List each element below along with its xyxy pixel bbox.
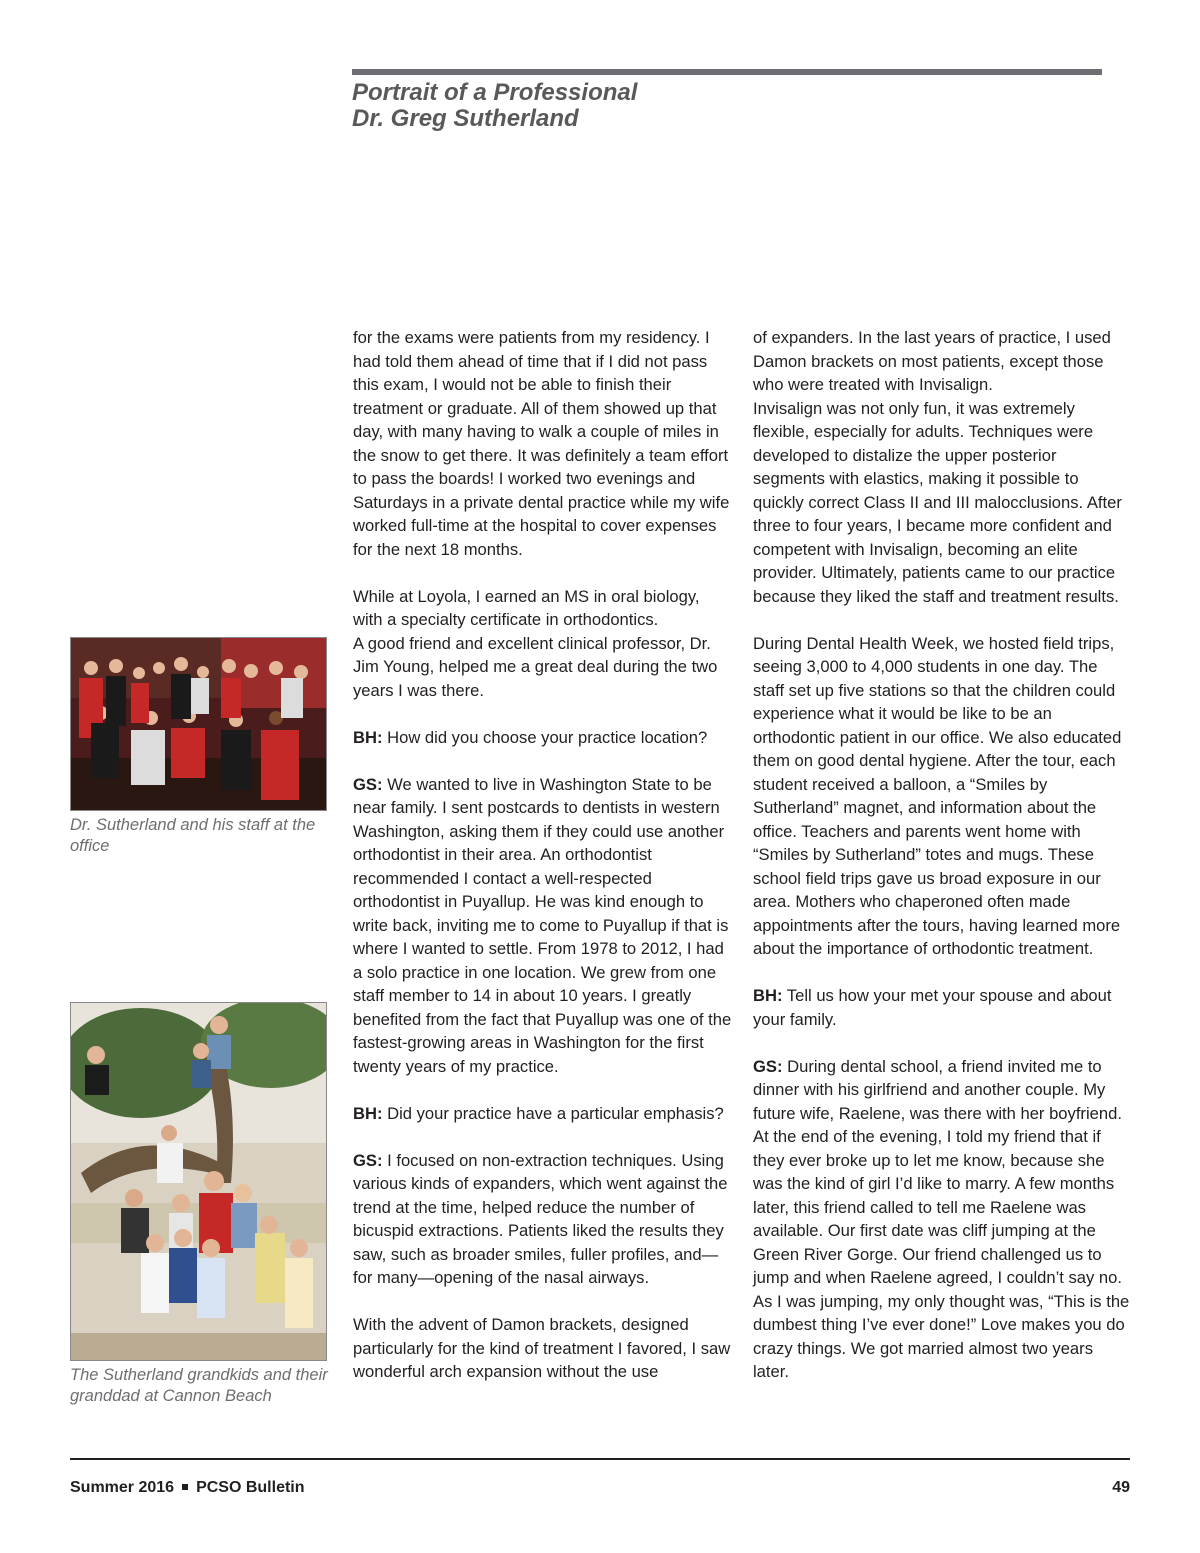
answer <box>753 1055 1133 1384</box>
article-column-2 <box>753 326 1133 1407</box>
square-bullet-icon <box>182 1484 188 1490</box>
footer-publication: PCSO Bulletin <box>196 1479 305 1496</box>
family-photo-caption: The Sutherland grandkids and their granddad at Cannon Beach <box>70 1366 328 1405</box>
article-column-1 <box>353 326 733 1407</box>
paragraph: for the exams were patients from my residency. I had told them ahead of time that if I did not pass this exam, I would not be able to finish their treatment or graduate. All of them showed up that day, with many having to walk a couple of miles in the snow to get there. It was definitely a team effort to pass the boards! I worked two evenings and Saturdays in a private dental practice while my wife worked full-time at the hospital to cover expenses for the next 18 months. <box>353 328 730 559</box>
staff-photo <box>70 637 327 811</box>
paragraph: While at Loyola, I earned an MS in oral biology, with a specialty certificate in orthodontics. <box>353 586 700 629</box>
speaker-label: GS: <box>753 1056 783 1076</box>
question <box>353 1102 733 1126</box>
footer-rule <box>70 1458 1130 1460</box>
paragraph: With the advent of Damon brackets, designed particularly for the kind of treatment I favored, I saw wonderful arch expansion without the use <box>353 1315 731 1381</box>
answer-text: I focused on non-extraction techniques. Using various kinds of expanders, which went against the trend at the time, helped reduce the number of bicuspid extractions. Patients liked the results they saw, such as broader smiles, fuller profiles, and—for many—opening of the nasal airways. <box>353 1150 728 1287</box>
paragraph: of expanders. In the last years of practice, I used Damon brackets on most patients, except those who were treated with Invisalign. <box>753 328 1111 394</box>
footer-issue: Summer 2016 <box>70 1479 175 1496</box>
answer-text: During dental school, a friend invited me to dinner with his girlfriend and another couple. My future wife, Raelene, was there with her boyfriend. At the end of the evening, I told my friend that if they ever broke up to let me know, because she was the kind of girl I’d like to marry. A few months later, this friend called to tell me Raelene was available. Our first date was cliff jumping at the Green River Gorge. Our friend challenged us to jump and when Raelene agreed, I couldn’t say no. As I was jumping, my only thought was, “This is the dumbest thing I’ve ever done!” Love makes you do crazy things. We got married almost two years later. <box>753 1056 1130 1381</box>
speaker-label: GS: <box>353 774 383 794</box>
article-series-title: Portrait of a Professional <box>352 79 638 106</box>
question-text: Did your practice have a particular emphasis? <box>382 1103 724 1123</box>
staff-photo-caption: Dr. Sutherland and his staff at the office <box>70 816 316 855</box>
question <box>353 726 733 750</box>
answer <box>353 1149 733 1290</box>
paragraph: A good friend and excellent clinical professor, Dr. Jim Young, helped me a great deal during the two years I was there. <box>353 633 718 700</box>
question-text: Tell us how your met your spouse and about your family. <box>753 986 1112 1029</box>
speaker-label: BH: <box>753 986 783 1005</box>
question-text: How did you choose your practice location? <box>382 727 708 747</box>
page-number: 49 <box>1112 1479 1130 1496</box>
article-subject-name: Dr. Greg Sutherland <box>352 105 579 132</box>
question <box>753 984 1133 1031</box>
family-photo <box>70 1002 327 1361</box>
header-rule <box>352 69 1102 75</box>
article-header <box>352 80 637 132</box>
speaker-label: GS: <box>353 1150 383 1170</box>
paragraph: During Dental Health Week, we hosted field trips, seeing 3,000 to 4,000 students in one day. The staff set up five stations so that the children could experience what it would be like to be an orthodontic patient in our office. We also educated them on good dental hygiene. After the tour, each student received a balloon, a “Smiles by Sutherland” magnet, and information about the office. Teachers and parents went home with “Smiles by Sutherland” totes and mugs. These school field trips gave us broad exposure in our area. Mothers who chaperoned often made appointments after the tours, having learned more about the importance of orthodontic treatment. <box>753 633 1122 958</box>
speaker-label: BH: <box>353 1103 383 1123</box>
paragraph: Invisalign was not only fun, it was extremely flexible, especially for adults. Techniques were developed to distalize the upper posterior segments with elastics, making it possible to quickly correct Class II and III malocclusions. After three to four years, I became more confident and competent with Invisalign, becoming an elite provider. Ultimately, patients came to our practice because they liked the staff and treatment results. <box>753 398 1122 606</box>
footer-publication-info <box>70 1479 305 1497</box>
answer-text: We wanted to live in Washington State to be near family. I sent postcards to dentists in western Washington, asking them if they could use another orthodontist in their area. An orthodontist recommended I contact a well-respected orthodontist in Puyallup. He was kind enough to write back, inviting me to come to Puyallup if that is where I wanted to settle. From 1978 to 2012, I had a solo practice in one location. We grew from one staff member to 14 in about 10 years. I greatly benefited from the fact that Puyallup was one of the fastest-growing areas in Washington for the first twenty years of my practice. <box>353 774 732 1076</box>
speaker-label: BH: <box>353 727 383 747</box>
answer <box>353 773 733 1079</box>
